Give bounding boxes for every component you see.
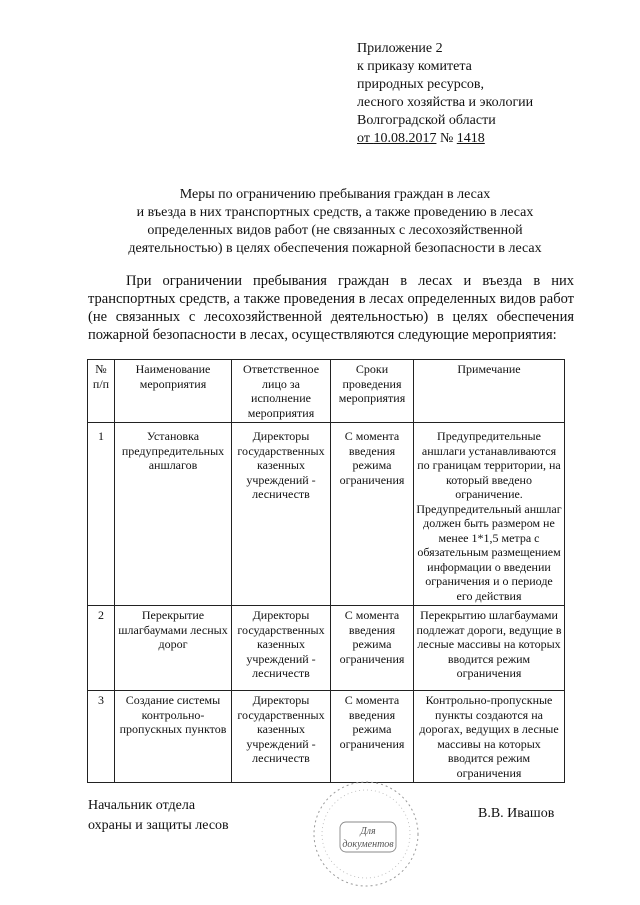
title-line: определенных видов работ (не связанных с лесохозяйственной bbox=[147, 223, 523, 238]
header-responsible: Ответственное лицо за исполнение мероприятия bbox=[232, 360, 331, 423]
cell-terms: С момента введения режима ограничения bbox=[331, 691, 414, 783]
cell-responsible: Директоры государственных казенных учреждений - лесничеств bbox=[232, 606, 331, 691]
title-line: Меры по ограничению пребывания граждан в лесах bbox=[179, 187, 491, 202]
stamp-line-2: документов bbox=[342, 839, 394, 850]
cell-terms: С момента введения режима ограничения bbox=[331, 606, 414, 691]
header-name: Наименование мероприятия bbox=[115, 360, 232, 423]
table-row bbox=[88, 423, 565, 606]
table-header-row bbox=[88, 360, 565, 423]
signatory-position bbox=[88, 796, 229, 836]
header-num: № п/п bbox=[88, 360, 115, 423]
header-line: природных ресурсов, bbox=[357, 77, 485, 92]
header-line: лесного хозяйства и экологии bbox=[357, 95, 534, 110]
cell-name: Установка предупредительных аншлагов bbox=[115, 423, 232, 606]
order-number: 1418 bbox=[456, 131, 485, 146]
position-line: охраны и защиты лесов bbox=[88, 818, 229, 833]
cell-name: Перекрытие шлагбаумами лесных дорог bbox=[115, 606, 232, 691]
header-line: Волгоградской области bbox=[357, 113, 496, 128]
table-row bbox=[88, 691, 565, 783]
cell-name: Создание системы контрольно-пропускных пунктов bbox=[115, 691, 232, 783]
cell-note: Предупредительные аншлаги устанавливаются по границам территории, на который введено ограничение. Предупредительный аншлаг должен быть размером не менее 1*1,5 метра с обязательным размещением информации о введении ограничения и о периоде его действия bbox=[414, 423, 565, 606]
measures-table bbox=[87, 359, 565, 783]
intro-text: При ограничении пребывания граждан в лесах и въезда в них транспортных средств, а также проведения в лесах определенных видов работ (не связанных с лесохозяйственной деятельностью) в целях обеспечения пожарной безопасности в лесах, осуществляются следующие мероприятия: bbox=[88, 273, 574, 343]
title-line: и въезда в них транспортных средств, а также проведению в лесах bbox=[136, 205, 534, 220]
header-terms: Сроки проведения мероприятия bbox=[331, 360, 414, 423]
appendix-header bbox=[357, 40, 533, 148]
header-line: Приложение 2 bbox=[357, 41, 443, 56]
intro-paragraph bbox=[88, 272, 574, 344]
position-line: Начальник отдела bbox=[88, 798, 196, 813]
document-title bbox=[90, 186, 580, 258]
official-stamp bbox=[302, 778, 430, 890]
header-note: Примечание bbox=[414, 360, 565, 423]
cell-note: Контрольно-пропускные пункты создаются на дорогах, ведущих в лесные массивы на которых вводится режим ограничения bbox=[414, 691, 565, 783]
cell-terms: С момента введения режима ограничения bbox=[331, 423, 414, 606]
cell-note: Перекрытию шлагбаумами подлежат дороги, ведущие в лесные массивы на которых вводится режим ограничения bbox=[414, 606, 565, 691]
cell-num: 2 bbox=[88, 606, 115, 691]
order-date-line bbox=[357, 130, 533, 148]
header-line: к приказу комитета bbox=[357, 59, 472, 74]
signatory-name: В.В. Ивашов bbox=[478, 806, 555, 821]
order-date: 10.08.2017 bbox=[373, 131, 437, 146]
cell-responsible: Директоры государственных казенных учреждений - лесничеств bbox=[232, 691, 331, 783]
table-row bbox=[88, 606, 565, 691]
title-line: деятельностью) в целях обеспечения пожарной безопасности в лесах bbox=[128, 241, 542, 256]
cell-responsible: Директоры государственных казенных учреждений - лесничеств bbox=[232, 423, 331, 606]
number-sign: № bbox=[436, 131, 457, 146]
cell-num: 1 bbox=[88, 423, 115, 606]
date-prefix: от bbox=[357, 131, 374, 146]
cell-num: 3 bbox=[88, 691, 115, 783]
stamp-line-1: Для bbox=[360, 826, 376, 837]
